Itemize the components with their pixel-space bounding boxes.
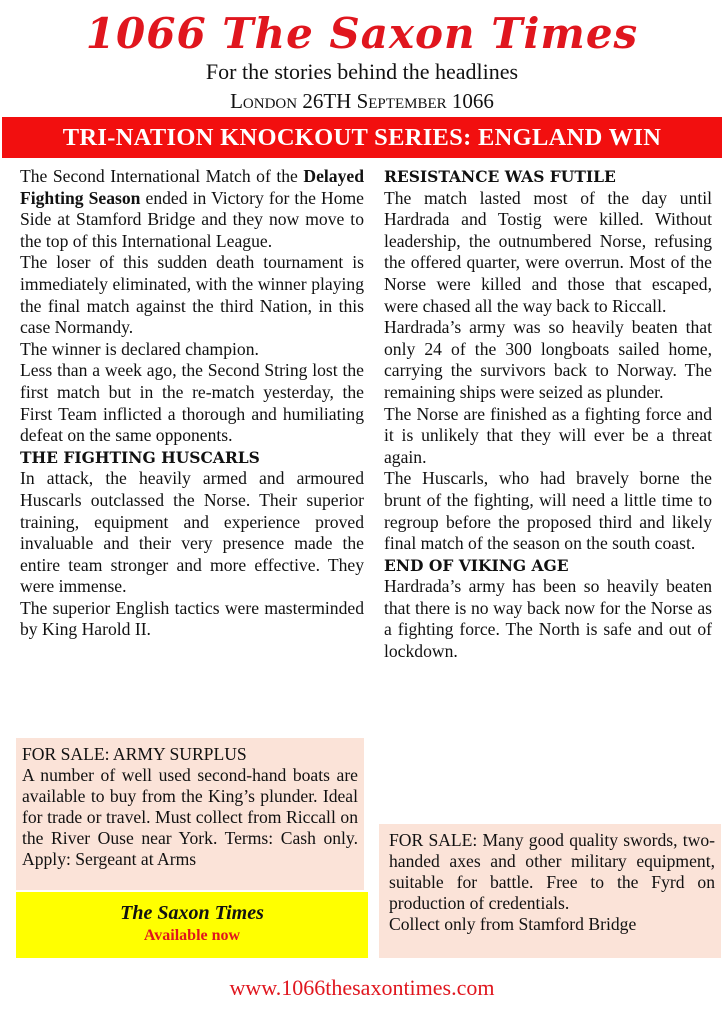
paragraph: The winner is declared champion. bbox=[20, 338, 259, 359]
paragraph: Hardrada’s army was so heavily beaten that only 24 of the 300 longboats sailed home, carrying the survivors back to Norway. The remaining ships were seized as plunder. bbox=[384, 317, 712, 402]
paragraph: The match lasted most of the day until Hardrada and Tostig were killed. Without leadership, the outnumbered Norse, refusing the offered quarter, were overrun. Most of the Norse were killed and those that escaped, were chased all the way back to Riccall. bbox=[384, 187, 712, 316]
left-column bbox=[20, 166, 364, 641]
promo-subtitle: Available now bbox=[143, 927, 241, 944]
intro-paragraph bbox=[20, 166, 364, 252]
weapons-ad bbox=[379, 824, 721, 958]
ad-footer: Collect only from Stamford Bridge bbox=[389, 914, 637, 934]
paragraph: Hardrada’s army has been so heavily beaten that there is no way back now for the Norse as a fighting force. The North is safe and out of lockdown. bbox=[384, 576, 712, 662]
masthead: 1066 The Saxon Times bbox=[85, 9, 639, 58]
ad-body: FOR SALE: Many good quality swords, two-handed axes and other military equipment, suitable for battle. Free to the Fyrd on production of credentials. bbox=[389, 830, 715, 913]
intro-text: The Second International Match of the bbox=[20, 166, 304, 186]
paragraph: The loser of this sudden death tournament is immediately eliminated, with the winner playing the final match against the third Nation, in this case Normandy. bbox=[20, 252, 364, 338]
section-heading: THE FIGHTING HUSCARLS bbox=[20, 447, 260, 467]
paragraph: The Norse are finished as a fighting force and it is unlikely that they will ever be a threat again. bbox=[384, 403, 712, 467]
army-surplus-ad bbox=[16, 738, 364, 890]
dateline: London 26TH September 1066 bbox=[230, 89, 494, 113]
paragraph: The superior English tactics were masterminded by King Harold II. bbox=[20, 597, 364, 640]
section-heading: RESISTANCE WAS FUTILE bbox=[384, 167, 616, 186]
right-column bbox=[384, 166, 712, 663]
paragraph: The Huscarls, who had bravely borne the brunt of the fighting, will need a little time to regroup before the proposed third and likely final match of the season on the south coast. bbox=[384, 468, 712, 554]
paragraph: Less than a week ago, the Second String lost the first match but in the re-match yesterday, the First Team inflicted a thorough and humiliating defeat on the same opponents. bbox=[20, 360, 364, 446]
ad-title: FOR SALE: ARMY SURPLUS bbox=[22, 744, 247, 764]
tagline: For the stories behind the headlines bbox=[205, 59, 519, 84]
ad-body: A number of well used second-hand boats are available to buy from the King’s plunder. Ideal for trade or travel. Must collect from Riccall on the River Ouse near York. Terms: Cash only. Apply: Sergeant at Arms bbox=[22, 765, 358, 869]
website-link[interactable]: www.1066thesaxontimes.com bbox=[229, 975, 495, 1000]
section-heading: END OF VIKING AGE bbox=[384, 555, 569, 575]
intro-text-end: ended in Victory for the Home Side at Stamford Bridge and they now move to the top of this International League. bbox=[20, 187, 364, 251]
promo-title: The Saxon Times bbox=[120, 902, 264, 924]
promo-box bbox=[16, 892, 368, 958]
intro-bold-text: Delayed Fighting Season bbox=[20, 166, 364, 208]
headline-banner: TRI-NATION KNOCKOUT SERIES: ENGLAND WIN bbox=[2, 117, 722, 158]
paragraph: In attack, the heavily armed and armoured Huscarls outclassed the Norse. Their superior training, equipment and experience proved invaluable and their very presence made the entire team stronger and more effective. They were immense. bbox=[20, 468, 364, 597]
